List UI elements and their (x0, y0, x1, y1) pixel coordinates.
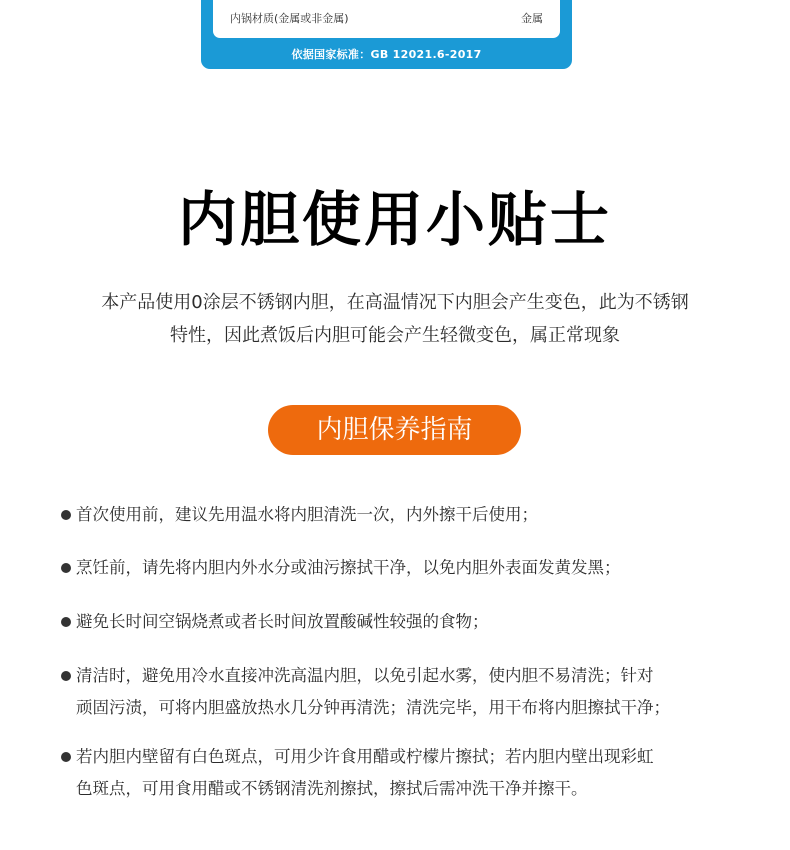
list-item (61, 606, 731, 638)
bullet-dot-icon (61, 752, 71, 762)
bullet-dot-icon (61, 510, 71, 520)
tip-line: 清洁时，避免用冷水直接冲洗高温内胆，以免引起水雾，使内胆不易清洗；针对 (76, 666, 654, 685)
spec-row-label: 内锅材质(金属或非金属) (230, 12, 349, 25)
intro-line: 本产品使用0涂层不锈钢内胆，在高温情况下内胆会产生变色，此为不锈钢 (101, 292, 689, 313)
care-guide-badge: 内胆保养指南 (268, 405, 521, 455)
spec-standard-note: 依据国家标准：GB 12021.6-2017 (291, 48, 482, 61)
tip-line: 首次使用前，建议先用温水将内胆清洗一次，内外擦干后使用； (76, 505, 538, 524)
list-item (61, 499, 731, 531)
tip-line: 顽固污渍，可将内胆盛放热水几分钟再清洗；清洗完毕，用干布将内胆擦拭干净； (76, 698, 670, 717)
tip-line: 烹饪前，请先将内胆内外水分或油污擦拭干净，以免内胆外表面发黄发黑； (76, 558, 621, 577)
list-item (61, 552, 731, 584)
spec-row-value: 金属 (521, 12, 543, 25)
bullet-dot-icon (61, 563, 71, 573)
page-title: 内胆使用小贴士 (177, 185, 612, 254)
bullet-dot-icon (61, 617, 71, 627)
tip-line: 避免长时间空锅烧煮或者长时间放置酸碱性较强的食物； (76, 612, 489, 631)
tip-line: 色斑点，可用食用醋或不锈钢清洗剂擦拭，擦拭后需冲洗干净并擦干。 (76, 779, 588, 798)
bullet-dot-icon (61, 671, 71, 681)
tip-line: 若内胆内壁留有白色斑点，可用少许食用醋或柠檬片擦拭；若内胆内壁出现彩虹 (76, 747, 654, 766)
list-item (61, 741, 731, 805)
list-item (61, 660, 731, 724)
intro-line: 特性，因此煮饭后内胆可能会产生轻微变色，属正常现象 (170, 325, 620, 346)
